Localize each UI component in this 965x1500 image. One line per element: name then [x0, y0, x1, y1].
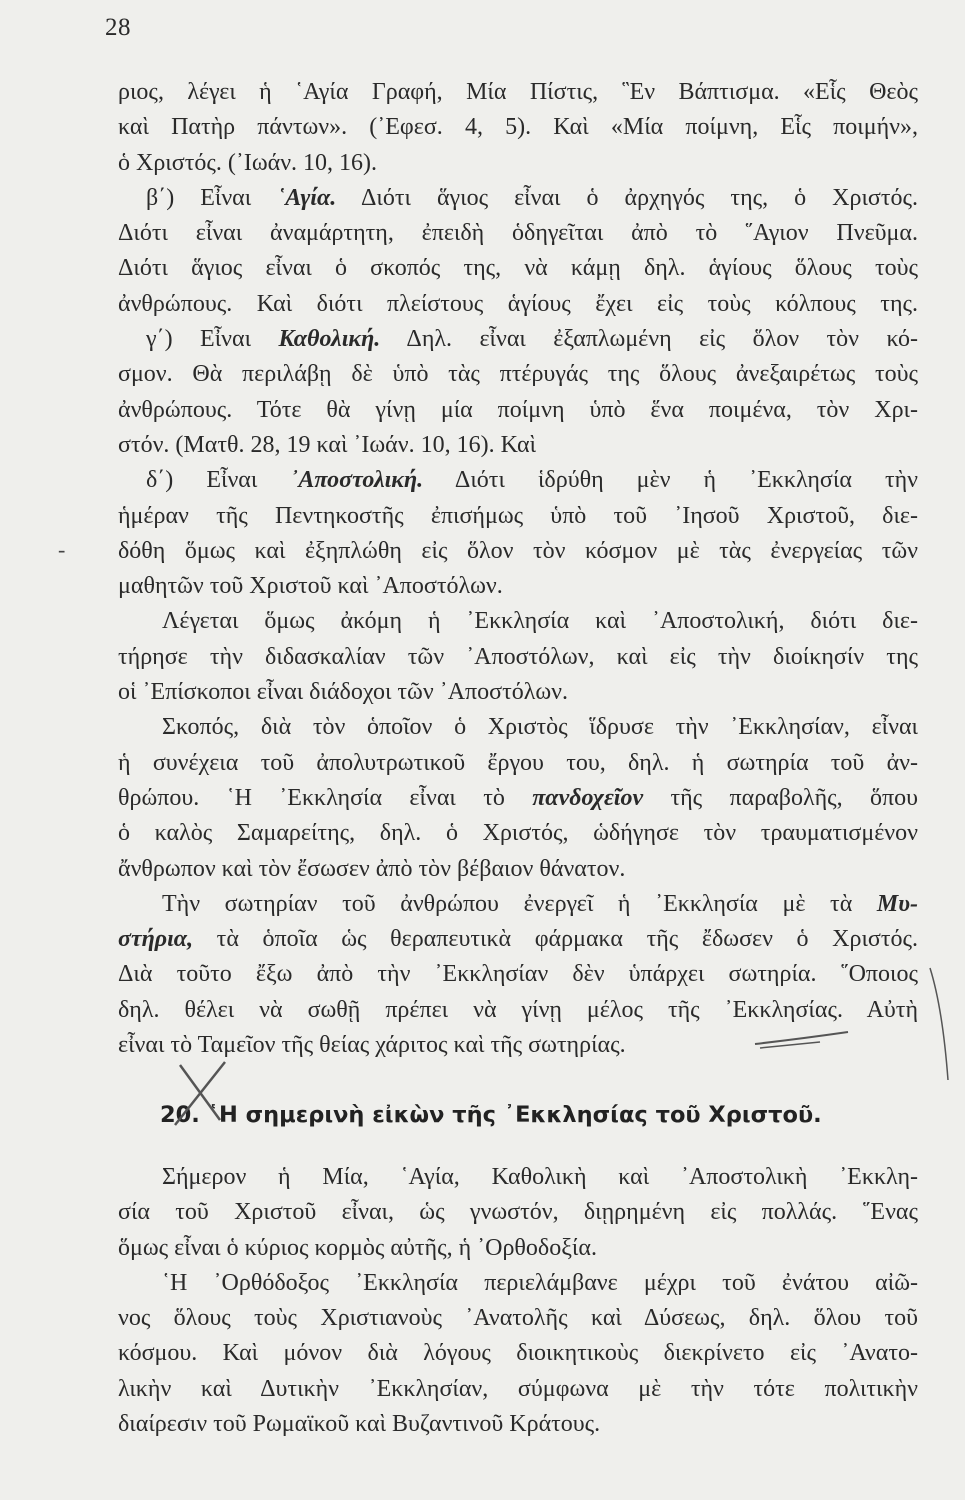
text-line — [118, 393, 918, 428]
text-run: ῾Η ᾿Ορθόδοξος ᾿Εκκλησία περιελάμβανε μέχρι τοῦ ἐνάτου αἰῶ- — [162, 1269, 918, 1296]
text-run: ριος, λέγει ἡ ῾Αγία Γραφή, Μία Πίστις, ῝Εν Βάπτισμα. «Εἷς Θεὸς — [118, 79, 918, 105]
text-line — [118, 852, 918, 887]
emphasized-text: ᾿Αποστολική. — [290, 467, 424, 494]
text-run: ἀνθρώπους. Τότε θὰ γίνῃ μία ποίμνη ὑπὸ ἕνα ποιμένα, τὸν Χρι- — [118, 396, 918, 423]
text-run: λικὴν καὶ Δυτικὴν ᾿Εκκλησίαν, σύμφωνα μὲ τὴν τότε πολιτικὴν — [118, 1375, 918, 1402]
body-text-top — [118, 75, 918, 1063]
text-line — [118, 816, 918, 851]
text-run: δ΄) Εἶναι — [146, 467, 291, 494]
text-line — [118, 1301, 918, 1336]
text-run: τῆς παραβολῆς, ὅπου — [643, 784, 919, 811]
text-run: Διότι ἅγιος εἶναι ὁ σκοπός της, νὰ κάμῃ δηλ. ἁγίους ὅλους τοὺς — [118, 255, 918, 282]
text-line — [118, 428, 918, 463]
text-run: Διὰ τοῦτο ἔξω ἀπὸ τὴν ᾿Εκκλησίαν δὲν ὑπάρχει σωτηρία. ῞Οποιος — [118, 961, 918, 988]
text-line — [118, 357, 918, 392]
text-line — [118, 1231, 918, 1266]
text-line — [118, 675, 918, 710]
text-line — [118, 499, 918, 534]
text-run: Σήμερον ἡ Μία, ῾Αγία, Καθολικὴ καὶ ᾿Αποστολικὴ ᾿Εκκλη- — [162, 1164, 918, 1190]
text-line — [118, 1195, 918, 1230]
text-line — [118, 957, 918, 992]
text-line — [118, 463, 918, 498]
emphasized-text: Καθολική. — [278, 326, 381, 353]
text-run: ὁ καλὸς Σαμαρείτης, δηλ. ὁ Χριστός, ὡδήγησε τὸν τραυματισμένον — [118, 820, 918, 847]
text-run: Δηλ. εἶναι ἐξαπλωμένη εἰς ὅλον τὸν κό- — [380, 326, 919, 353]
text-line — [118, 781, 918, 816]
text-line — [118, 1160, 918, 1195]
text-run: οἱ ᾿Επίσκοποι εἶναι διάδοχοι τῶν ᾿Αποστόλων. — [118, 679, 569, 706]
text-line — [118, 604, 918, 639]
text-line — [118, 216, 918, 251]
margin-dash-mark: - — [58, 537, 66, 562]
text-line — [118, 322, 918, 357]
section-heading: 20. ῾Η σημερινὴ εἰκὼν τῆς ᾿Εκκλησίας τοῦ Χριστοῦ. — [160, 1102, 822, 1128]
text-run: δηλ. θέλει νὰ σωθῇ πρέπει νὰ γίνῃ μέλος τῆς ᾿Εκκλησίας. Αὐτὴ — [118, 996, 918, 1023]
text-run: θρώπου. ῾Η ᾿Εκκλησία εἶναι τὸ — [118, 784, 533, 811]
text-run: εἶναι τὸ Ταμεῖον τῆς θείας χάριτος καὶ τῆς σωτηρίας. — [118, 1032, 626, 1059]
text-line — [118, 534, 918, 569]
text-line — [118, 251, 918, 286]
text-run: ὁ Χριστός. (᾿Ιωάν. 10, 16). — [118, 149, 378, 176]
text-line — [118, 569, 918, 604]
text-run: τὰ ὁποῖα ὡς θεραπευτικὰ φάρμακα τῆς ἔδωσεν ὁ Χριστός. — [193, 926, 918, 953]
text-run: Διότι ἱδρύθη μὲν ἡ ᾿Εκκλησία τὴν — [423, 467, 918, 494]
text-run: Σκοπός, διὰ τὸν ὁποῖον ὁ Χριστὸς ἵδρυσε τὴν ᾿Εκκλησίαν, εἶναι — [162, 714, 918, 741]
text-run: σμον. Θὰ περιλάβῃ δὲ ὑπὸ τὰς πτέρυγάς της ὅλους ἀνεξαιρέτως τοὺς — [118, 361, 918, 388]
text-run: δόθη ὅμως καὶ ἐξηπλώθη εἰς ὅλον τὸν κόσμον μὲ τὰς ἐνεργείας τῶν — [118, 537, 918, 564]
text-run: ἡ συνέχεια τοῦ ἀπολυτρωτικοῦ ἔργου του, δηλ. ἡ σωτηρία τοῦ ἀν- — [118, 749, 918, 776]
text-run: ἡμέραν τῆς Πεντηκοστῆς ἐπισήμως ὑπὸ τοῦ ᾿Ιησοῦ Χριστοῦ, διε- — [118, 502, 918, 529]
text-run: Διότι εἶναι ἀναμάρτητη, ἐπειδὴ ὁδηγεῖται ἀπὸ τὸ ῞Αγιον Πνεῦμα. — [118, 220, 918, 247]
text-run: ἀνθρώπους. Καὶ διότι πλείστους ἁγίους ἔχει εἰς τοὺς κόλπους της. — [118, 290, 918, 317]
text-run: στόν. (Ματθ. 28, 19 καὶ ᾿Ιωάν. 10, 16). Καὶ — [118, 431, 537, 458]
text-run: μαθητῶν τοῦ Χριστοῦ καὶ ᾿Αποστόλων. — [118, 573, 503, 600]
text-run: κόσμου. Καὶ μόνον διὰ λόγους διοικητικοὺς διεκρίνετο εἰς ᾿Ανατο- — [118, 1340, 918, 1367]
text-line — [118, 1372, 918, 1407]
text-run: ἄνθρωπον καὶ τὸν ἔσωσεν ἀπὸ τὸν βέβαιον θάνατον. — [118, 855, 626, 882]
text-line — [118, 1407, 918, 1442]
text-line — [118, 922, 918, 957]
text-line — [118, 710, 918, 745]
text-line — [118, 1028, 918, 1063]
page-number: 28 — [105, 14, 131, 41]
text-line — [118, 1266, 918, 1301]
emphasized-text: πανδοχεῖον — [532, 784, 644, 811]
text-run: καὶ Πατὴρ πάντων». (᾿Εφεσ. 4, 5). Καὶ «Μία ποίμνη, Εἷς ποιμήν», — [118, 114, 918, 141]
text-line — [118, 287, 918, 322]
text-line — [118, 887, 918, 922]
text-line — [118, 146, 918, 181]
body-text-bottom — [118, 1160, 918, 1442]
text-run: γ΄) Εἶναι — [146, 326, 279, 353]
text-line — [118, 181, 918, 216]
text-line — [118, 75, 918, 110]
text-run: Λέγεται ὅμως ἀκόμη ἡ ᾿Εκκλησία καὶ ᾿Αποστολική, διότι διε- — [162, 608, 918, 635]
text-run: τήρησε τὴν διδασκαλίαν τῶν ᾿Αποστόλων, καὶ εἰς τὴν διοίκησίν της — [118, 643, 918, 670]
emphasized-text: ῾Αγία. — [277, 184, 337, 211]
text-run: νος ὅλους τοὺς Χριστιανοὺς ᾿Ανατολῆς καὶ Δύσεως, δηλ. ὅλου τοῦ — [118, 1305, 918, 1332]
pen-margin-line — [930, 968, 948, 1080]
text-line — [118, 746, 918, 781]
text-line — [118, 640, 918, 675]
text-run: διαίρεσιν τοῦ Ρωμαϊκοῦ καὶ Βυζαντινοῦ Κράτους. — [118, 1411, 601, 1438]
text-run: ὅμως εἶναι ὁ κύριος κορμὸς αὐτῆς, ἡ ᾿Ορθοδοξία. — [118, 1234, 597, 1261]
text-line — [118, 993, 918, 1028]
text-run: Διότι ἅγιος εἶναι ὁ ἀρχηγός της, ὁ Χριστός. — [336, 184, 919, 211]
text-run: σία τοῦ Χριστοῦ εἶναι, ὡς γνωστόν, διῃρημένη εἰς πολλάς. ῞Ενας — [118, 1199, 918, 1226]
text-run: β΄) Εἶναι — [146, 184, 278, 211]
text-line — [118, 110, 918, 145]
emphasized-text: στήρια, — [118, 926, 194, 953]
text-run: Τὴν σωτηρίαν τοῦ ἀνθρώπου ἐνεργεῖ ἡ ᾿Εκκλησία μὲ τὰ — [162, 890, 877, 917]
text-line — [118, 1336, 918, 1371]
emphasized-text: Μυ- — [876, 890, 918, 917]
